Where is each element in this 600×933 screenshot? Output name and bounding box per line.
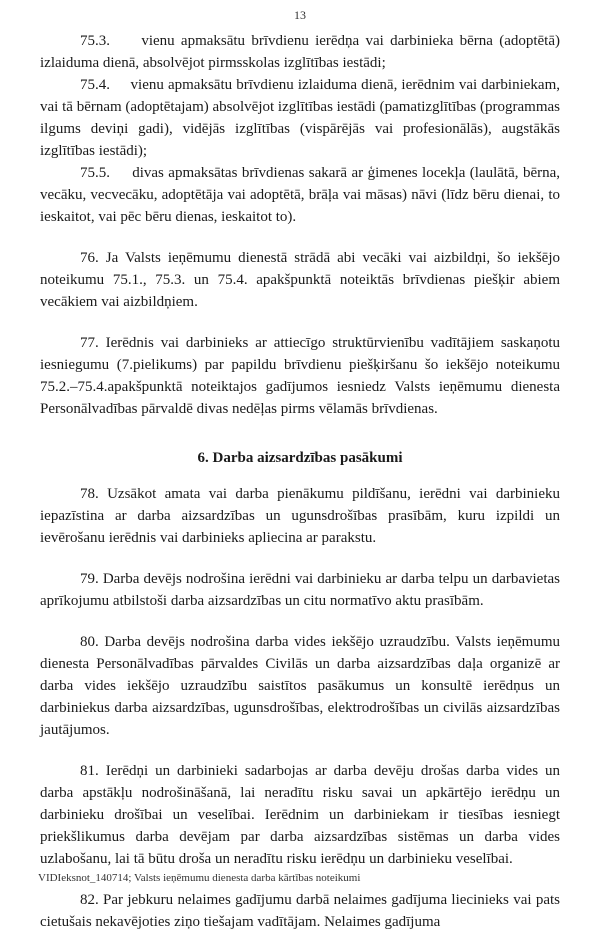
paragraph-81: 81. Ierēdņi un darbinieki sadarbojas ar darba devēju drošas darba vides un darba apstākļu nodrošināšanā, lai neradītu risku savai un apkārtējo ierēdņu un darbinieku drošībai un veselībai. Ierēdnim un darbiniekam ir tiesības iesniegt priekšlikumus darba devējam par darba aizsardzības sistēmas un darba vides uzlabošanu, lai tā būtu droša un neradītu risku ierēdņu un darbinieku veselībai. [40, 763, 560, 867]
section-heading: 6. Darba aizsardzības pasākumi [197, 450, 403, 466]
item-75-5 [40, 162, 560, 228]
document-footer: VIDIeksnot_140714; Valsts ieņēmumu dienesta darba kārtības noteikumi [38, 872, 361, 884]
paragraph-76: 76. Ja Valsts ieņēmumu dienestā strādā abi vecāki vai aizbildņi, šo iekšējo noteikumu 75.1., 75.3. un 75.4. apakšpunktā noteiktās brīvdienas piešķir abiem vecākiem vai aizbildņiem. [40, 250, 560, 310]
paragraph-82: 82. Par jebkuru nelaimes gadījumu darbā nelaimes gadījuma liecinieks vai pats cietušais nekavējoties ziņo tiešajam vadītājam. Nelaimes gadījuma [40, 892, 560, 930]
item-text: vienu apmaksātu brīvdienu ierēdņa vai darbinieka bērna (adoptētā) izlaiduma dienā, absolvējot pirmsskolas izglītības iestādi; [40, 33, 561, 71]
paragraph-80: 80. Darba devējs nodrošina darba vides iekšējo uzraudzību. Valsts ieņēmumu dienesta Personālvadības pārvaldes Civilās un darba aizsardzības daļa organizē ar darba vides iekšējo uzraudzību saistītos pasākumus un konsultē ierēdņus un darbiniekus darba aizsardzības, ugunsdrošības, elektrodrošības un civilās aizsardzības jautājumos. [40, 634, 560, 738]
item-75-4 [40, 74, 560, 162]
item-number: 75.4. [80, 77, 110, 93]
item-text: divas apmaksātas brīvdienas sakarā ar ģimenes locekļa (laulātā, bērna, vecāku, vecvecāku, adoptētāja vai adoptētā, brāļa vai māsas) nāvi (līdz bēru dienai, to ieskaitot, vai pēc bēru dienas, ieskaitot to). [40, 165, 560, 225]
paragraph-78: 78. Uzsākot amata vai darba pienākumu pildīšanu, ierēdni vai darbinieku iepazīstina ar darba aizsardzības un ugunsdrošības prasībām, kuru izpildi un ievērošanu ierēdnis vai darbinieks apliecina ar parakstu. [40, 486, 560, 546]
item-75-3 [40, 30, 560, 74]
paragraph-79: 79. Darba devējs nodrošina ierēdni vai darbinieku ar darba telpu un darbavietas aprīkojumu atbilstoši darba aizsardzības un citu normatīvo aktu prasībām. [40, 571, 560, 609]
document-body [40, 30, 560, 933]
item-text: vienu apmaksātu brīvdienu izlaiduma dienā, ierēdnim vai darbiniekam, vai tā bērnam (adoptētajam) absolvējot izglītības iestādi (pamatizglītības (programmas ilgums deviņi gadi), vidējās izglītības (vispārējās vai profesionālās), augstākās izglītības iestādi); [40, 77, 560, 159]
paragraph-77: 77. Ierēdnis vai darbinieks ar attiecīgo struktūrvienību vadītājiem saskaņotu iesniegumu (7.pielikums) par papildu brīvdienu piešķiršanu šo iekšējo noteikumu 75.2.–75.4.apakšpunktā noteiktajos gadījumos iesniedz Valsts ieņēmumu dienesta Personālvadības pārvaldē divas nedēļas pirms vēlamās brīvdienas. [40, 335, 560, 417]
page-number: 13 [294, 8, 306, 22]
item-number: 75.5. [80, 165, 110, 181]
item-number: 75.3. [80, 33, 110, 49]
